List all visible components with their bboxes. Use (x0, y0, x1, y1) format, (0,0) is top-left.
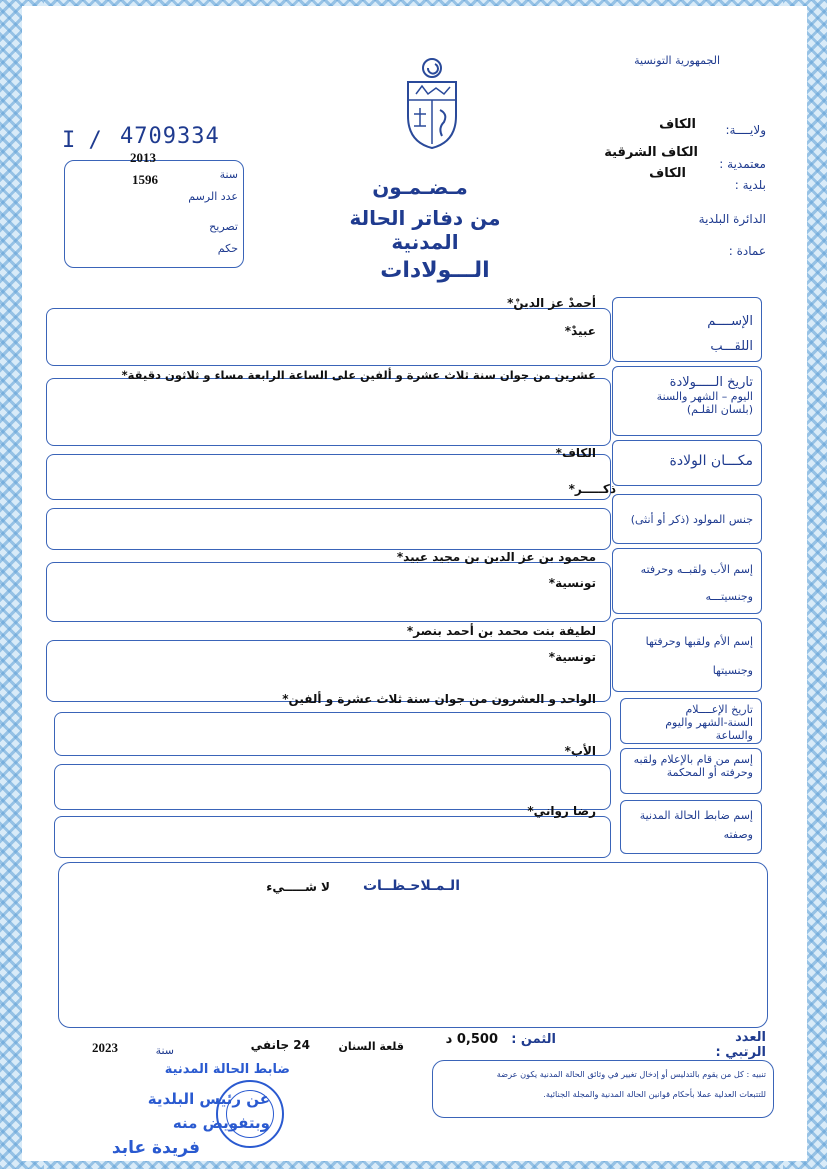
value-box-officer (54, 816, 611, 858)
registry-number-value: 1596 (132, 172, 158, 187)
mootamadia-label: معتمدية : (719, 157, 766, 171)
value-birth-place: الكاف* (555, 446, 596, 460)
label-officer-line1: إسم ضابط الحالة المدنية (639, 809, 753, 822)
label-birth-date (612, 366, 762, 436)
label-name-surname (612, 297, 762, 362)
value-box-father (46, 562, 611, 622)
daira-label: الدائرة البلدية (698, 212, 766, 226)
value-box-birth-date (46, 378, 611, 446)
wilaya-label: ولايــــة: (725, 123, 766, 137)
wilaya-value: الكاف (659, 117, 696, 132)
label-mother (612, 618, 762, 692)
signature-name: فريدة عابد (111, 1138, 200, 1158)
issue-place: قلعة السنان (338, 1040, 404, 1053)
value-box-sex (46, 508, 611, 550)
label-sex-line1: جنس المولود (ذكر أو أنثى) (630, 513, 753, 526)
value-father-nationality: تونسية* (548, 576, 596, 590)
price-value: 0,500 د (445, 1032, 498, 1047)
label-surname: اللقـــب (710, 339, 753, 354)
issue-year-value: 2023 (92, 1040, 118, 1055)
label-father (612, 548, 762, 614)
registry-year-label: سنة (219, 168, 238, 181)
serial-number: 4709334 (120, 124, 220, 149)
label-name: الإســــم (707, 314, 753, 329)
value-mother-nationality: تونسية* (548, 650, 596, 664)
value-officer: رضا رواني* (527, 804, 596, 818)
coat-of-arms-icon (400, 56, 464, 152)
label-birth-date-line2: اليوم – الشهر والسنة (656, 390, 753, 403)
label-declarant-line2: وحرفته أو المحكمة (666, 766, 753, 779)
registry-declaration-label: تصريح (209, 220, 238, 233)
issue-day-month: 24 جانفي (250, 1038, 310, 1052)
warning-line1: تنبيه : كل من يقوم بالتدليس أو إدخال تغيير في وثائق الحالة المدنية يكون عرضة (496, 1069, 766, 1079)
signature-line2: عن رئيس البلدية (147, 1090, 270, 1108)
value-mother: لطيفة بنت محمد بن أحمد بنصر* (406, 624, 596, 638)
remarks-label: الـمـلاحـظــات (362, 878, 460, 894)
remarks-value: لا شـــــيء (266, 880, 330, 894)
label-father-line1: إسم الأب ولقبــه وحرفته (640, 563, 753, 576)
value-declaration-date: الواحد و العشرون من جوان سنة ثلاث عشرة و ألفين* (282, 692, 596, 706)
baladia-label: بلدية : (734, 178, 766, 192)
mootamadia-value: الكاف الشرقية (604, 145, 698, 160)
label-declarant-line1: إسم من قام بالإعلام ولقبه (633, 753, 753, 766)
registry-number-label: عدد الرسم (188, 190, 238, 203)
label-officer (620, 800, 762, 854)
omada-label: عمادة : (728, 244, 766, 258)
value-name: أحمدْ عز الدينْ* (507, 296, 596, 310)
label-father-line2: وجنسيتـــه (705, 590, 753, 603)
label-declaration-date-line2: السنة-الشهر واليوم والساعة (665, 716, 753, 742)
order-number-label: العدد الرتبي : (715, 1030, 766, 1060)
value-surname: عبيدْ* (564, 324, 596, 338)
label-declarant (620, 748, 762, 794)
label-sex (612, 494, 762, 544)
value-declarant: الأب* (564, 744, 596, 758)
warning-line2: للتتبعات العدلية عملا بأحكام قوانين الحالة المدنية والمجلة الجنائية. (543, 1089, 766, 1099)
title-madmoun: مـضـمـون (372, 175, 468, 199)
label-mother-line1: إسم الأم ولقبها وحرفتها (645, 635, 753, 648)
signature-line1: ضابط الحالة المدنية (164, 1062, 290, 1077)
label-birth-place (612, 440, 762, 486)
signature-line3: وبتفويض منه (172, 1114, 270, 1132)
value-sex: ذكـــــر* (568, 482, 616, 496)
label-birth-date-line1: تاريخ الـــــولادة (669, 375, 753, 390)
label-birth-place-line1: مكـــان الولادة (669, 453, 753, 469)
label-declaration-date (620, 698, 762, 744)
label-officer-line2: وصفته (723, 828, 753, 841)
registry-year-value: 2013 (130, 150, 156, 165)
label-birth-date-line3: (بلسان القلـم) (686, 403, 753, 416)
price-label: الثمن : (511, 1032, 556, 1047)
registry-judgment-label: حكم (217, 242, 238, 255)
serial-prefix: I / (62, 128, 102, 153)
label-declaration-date-line1: تاريخ الإعــــلام (685, 703, 753, 716)
value-birth-date: عشرين من جوان سنة ثلاث عشرة و ألفين على الساعة الرابعة مساء و ثلاثون دقيقة* (121, 368, 596, 382)
title-from-registers: من دفاتر الحالة المدنية (349, 206, 501, 254)
republic-name: الجمهورية التونسية (634, 54, 720, 67)
value-father: محمود بن عز الدين بن مجيد عبيد* (396, 550, 596, 564)
title-births: الـــولادات (380, 258, 490, 283)
issue-year-label: سنة (155, 1044, 174, 1057)
label-mother-line2: وجنسيتها (712, 664, 753, 677)
baladia-value: الكاف (649, 166, 686, 181)
